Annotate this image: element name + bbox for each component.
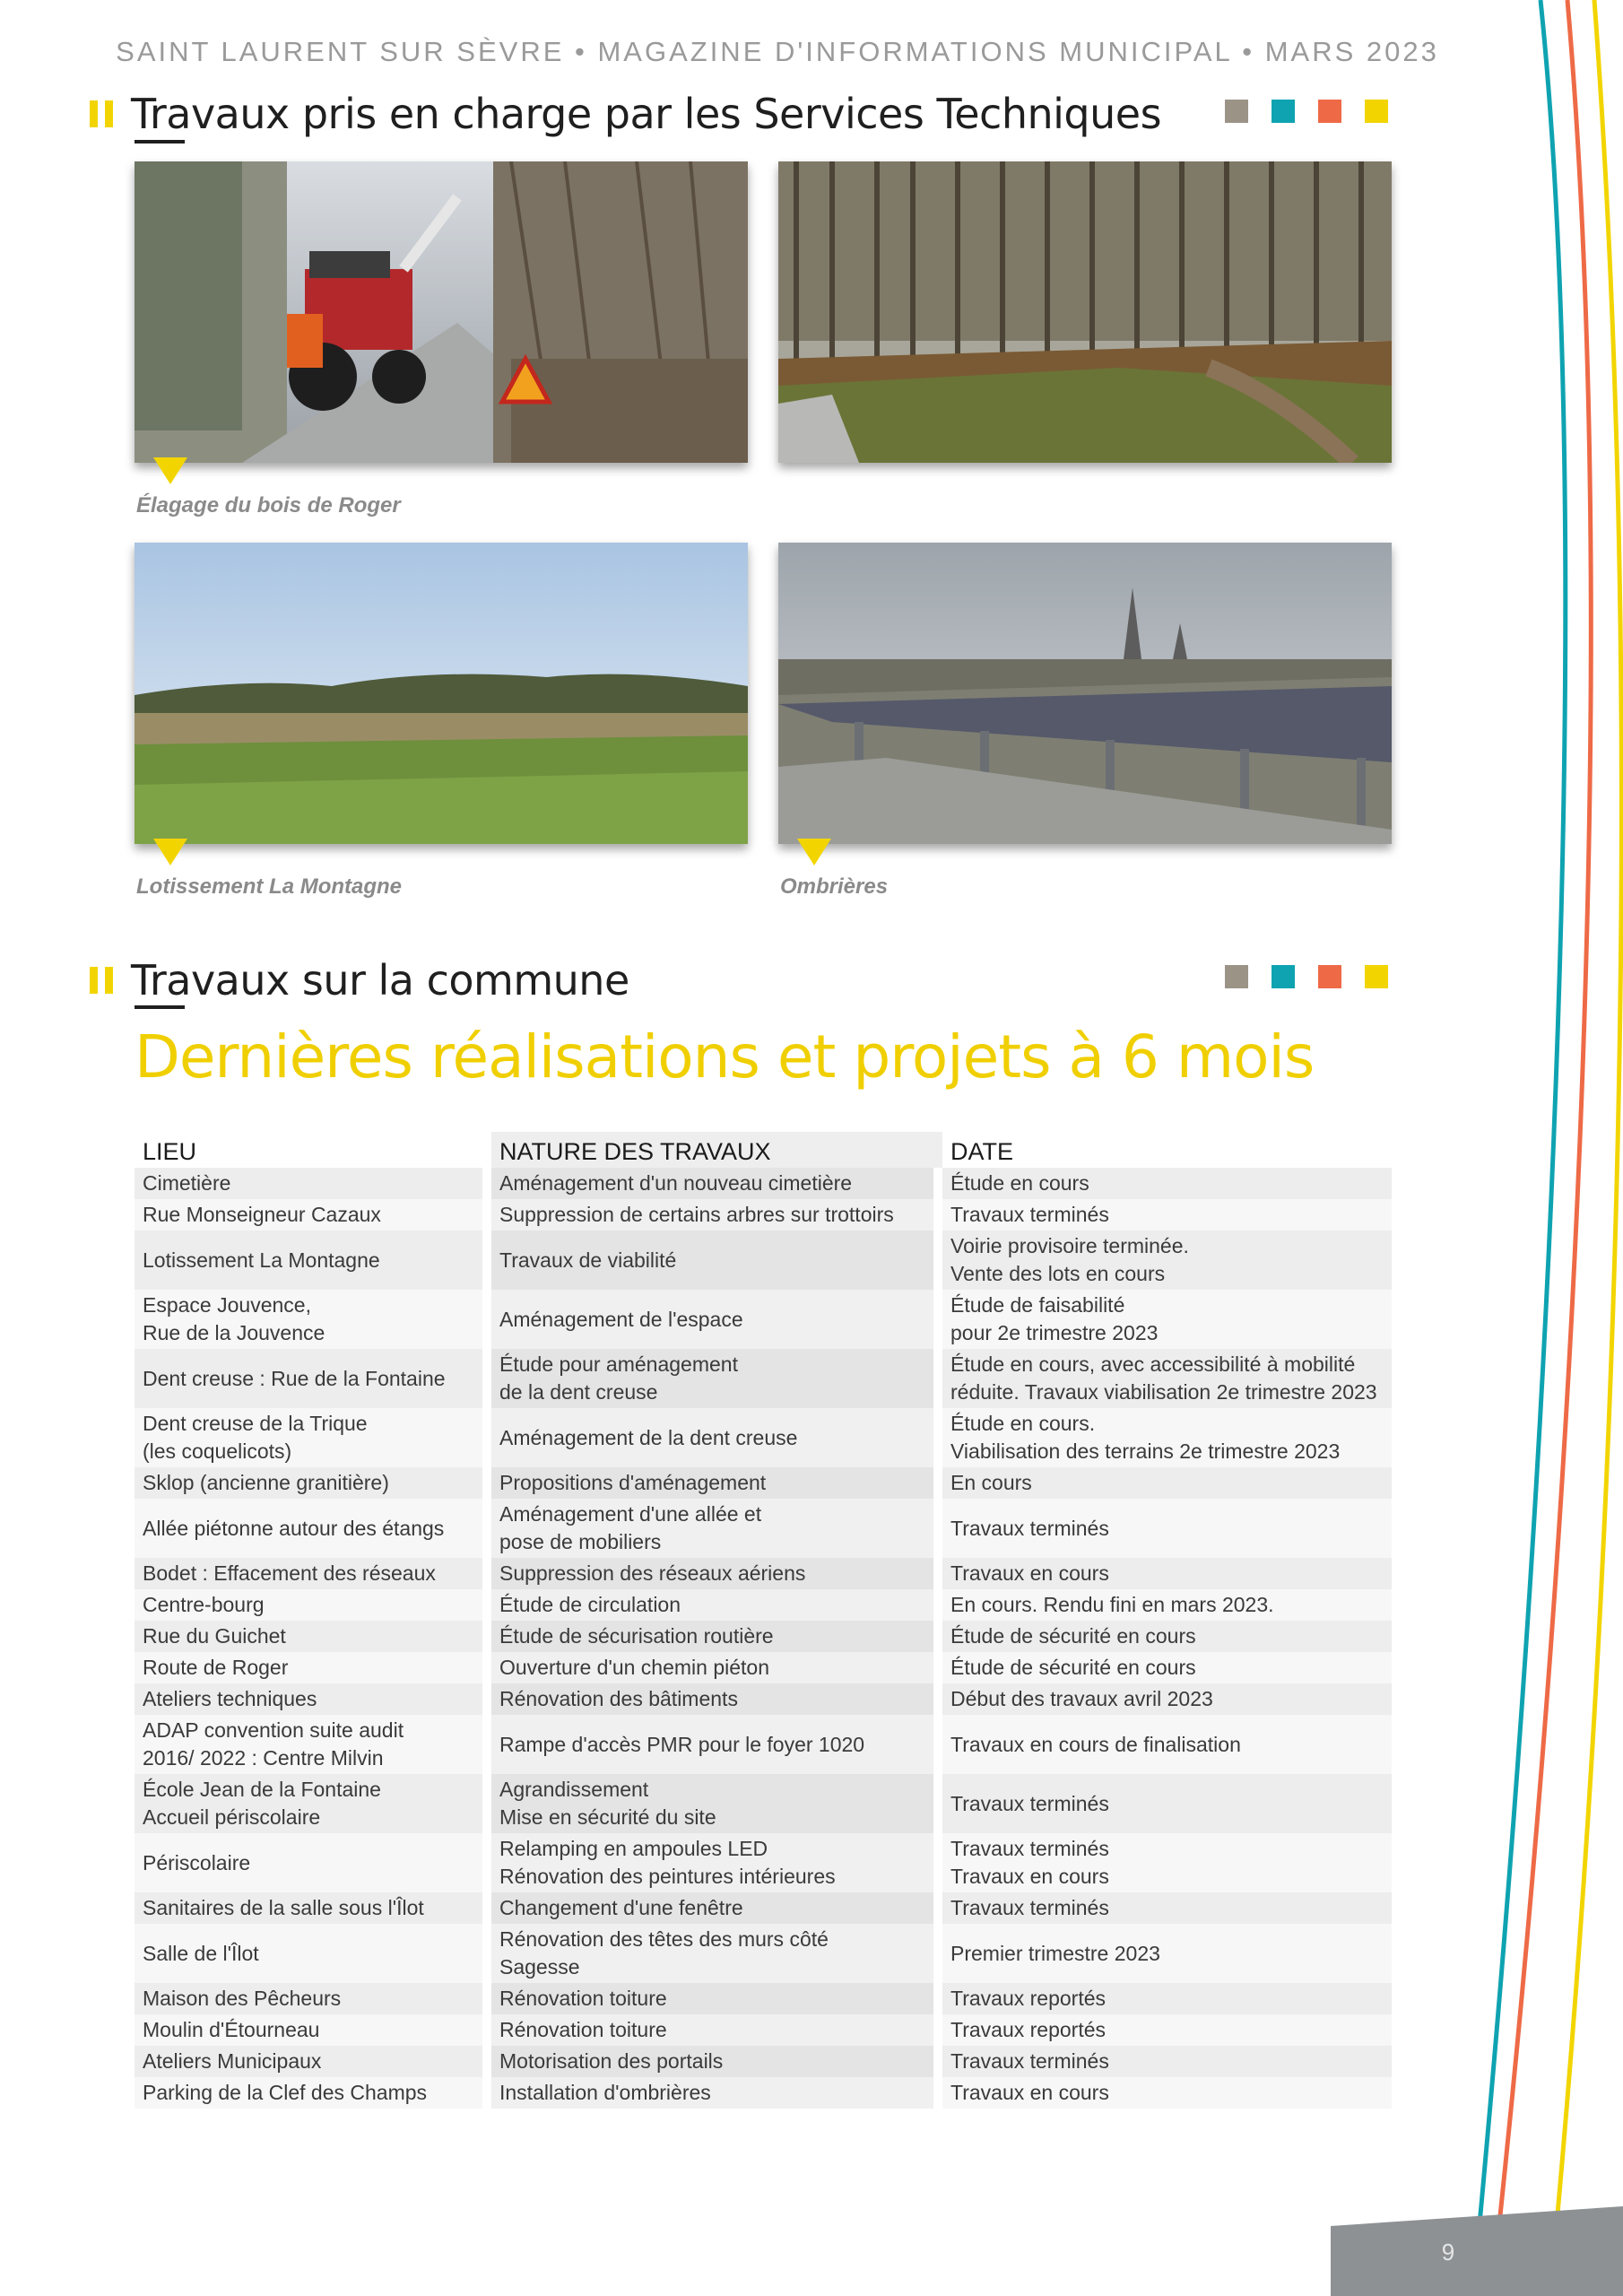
cell-line: Rénovation des têtes des murs côté (499, 1927, 829, 1951)
cell-line: Centre-bourg (143, 1593, 265, 1616)
cell-line: Parking de la Clef des Champs (143, 2081, 428, 2104)
cell-lieu (135, 1683, 491, 1715)
cell-date (942, 1683, 1392, 1715)
cell-date (942, 2014, 1392, 2046)
cell-nature (491, 1499, 942, 1558)
table-row (135, 2014, 1392, 2046)
cell-line: Dent creuse : Rue de la Fontaine (143, 1366, 446, 1390)
cell-line: Étude pour aménagement (499, 1352, 738, 1376)
cell-line: Ouverture d'un chemin piéton (499, 1656, 770, 1679)
cell-lieu (135, 1652, 491, 1683)
cell-line: Travaux en cours de finalisation (950, 1732, 1241, 1756)
cell-lieu (135, 1499, 491, 1558)
cell-date (942, 1558, 1392, 1589)
cell-line: Mise en sécurité du site (499, 1805, 716, 1829)
cell-line: Rénovation toiture (499, 2018, 667, 2041)
cell-line: Ateliers Municipaux (143, 2049, 322, 2073)
cell-nature (491, 1231, 942, 1290)
cell-line: Vente des lots en cours (950, 1262, 1166, 1285)
cell-line: Travaux terminés (950, 2049, 1109, 2073)
square-yellow (1365, 100, 1388, 123)
cell-line: Espace Jouvence, (143, 1293, 311, 1317)
cell-line: Travaux terminés (950, 1791, 1109, 1815)
cell-date (942, 2046, 1392, 2077)
cell-date (942, 1290, 1392, 1349)
cell-line: Sanitaires de la salle sous l'Îlot (143, 1896, 424, 1919)
title-bars-icon (90, 100, 113, 127)
cell-nature (491, 1408, 942, 1467)
section-title-commune (90, 956, 629, 1004)
table-row (135, 1715, 1392, 1774)
cell-lieu (135, 1715, 491, 1774)
cell-line: Étude en cours, avec accessibilité à mobilité (950, 1352, 1356, 1376)
color-squares-2 (1225, 965, 1388, 988)
cell-nature (491, 1589, 942, 1621)
cell-line: Étude de sécurité en cours (950, 1624, 1196, 1648)
cell-line: Accueil périscolaire (143, 1805, 321, 1829)
cell-line: Travaux terminés (950, 1516, 1109, 1540)
cell-date (942, 1924, 1392, 1983)
cell-nature (491, 1290, 942, 1349)
cell-date (942, 1892, 1392, 1924)
cell-nature (491, 2014, 942, 2046)
cell-nature (491, 1652, 942, 1683)
page-number-tab (1331, 2206, 1623, 2296)
cell-lieu (135, 2077, 491, 2109)
cell-line: Étude de circulation (499, 1593, 681, 1616)
cell-nature (491, 1983, 942, 2014)
cell-line: ADAP convention suite audit (143, 1718, 404, 1742)
cell-lieu (135, 1231, 491, 1290)
cell-line: Travaux en cours (950, 1865, 1109, 1888)
cell-line: Périscolaire (143, 1850, 251, 1874)
table-row (135, 1983, 1392, 2014)
cell-nature (491, 1349, 942, 1408)
cell-date (942, 1621, 1392, 1652)
cell-lieu (135, 1589, 491, 1621)
cell-line: Travaux reportés (950, 2018, 1106, 2041)
page-number: 9 (1441, 2239, 1455, 2266)
cell-lieu (135, 1199, 491, 1231)
cell-date (942, 1408, 1392, 1467)
cell-line: Sagesse (499, 1955, 580, 1979)
cell-line: Travaux en cours (950, 2081, 1109, 2104)
cell-date (942, 1774, 1392, 1833)
section-title-services-techniques (90, 90, 1161, 138)
cell-date (942, 2077, 1392, 2109)
cell-date (942, 1467, 1392, 1499)
table-row (135, 1408, 1392, 1467)
cell-nature (491, 1683, 942, 1715)
caption-elagage: Élagage du bois de Roger (136, 493, 401, 517)
cell-line: Route de Roger (143, 1656, 289, 1679)
caption-marker-icon (153, 839, 187, 865)
cell-line: Début des travaux avril 2023 (950, 1687, 1213, 1710)
cell-date (942, 1983, 1392, 2014)
cell-line: Dent creuse de la Trique (143, 1412, 368, 1435)
table-row (135, 1168, 1392, 1199)
cell-nature (491, 1621, 942, 1652)
cell-line: Installation d'ombrières (499, 2081, 711, 2104)
cell-line: Rénovation des peintures intérieures (499, 1865, 836, 1888)
cell-line: Aménagement d'un nouveau cimetière (499, 1171, 853, 1195)
cell-line: Lotissement La Montagne (143, 1248, 380, 1272)
cell-lieu (135, 1168, 491, 1199)
magazine-header: SAINT LAURENT SUR SÈVRE • MAGAZINE D'INFORMATIONS MUNICIPAL • MARS 2023 (116, 36, 1439, 67)
cell-nature (491, 1715, 942, 1774)
cell-line: Travaux en cours (950, 1561, 1109, 1585)
cell-line: Ateliers techniques (143, 1687, 317, 1710)
cell-date (942, 1499, 1392, 1558)
table-row (135, 1892, 1392, 1924)
table-header-row (135, 1132, 1392, 1168)
cell-line: pour 2e trimestre 2023 (950, 1321, 1159, 1344)
table-row (135, 1774, 1392, 1833)
cell-line: Maison des Pêcheurs (143, 1987, 342, 2010)
table-row (135, 1231, 1392, 1290)
title-underline (135, 140, 185, 144)
table-row (135, 2046, 1392, 2077)
table-row (135, 1621, 1392, 1652)
photo-elagage (135, 161, 748, 463)
cell-line: Premier trimestre 2023 (950, 1941, 1160, 1965)
photo-field (135, 543, 748, 844)
square-teal (1271, 100, 1295, 123)
caption-marker-icon (153, 457, 187, 484)
cell-line: Allée piétonne autour des étangs (143, 1516, 445, 1540)
cell-lieu (135, 1621, 491, 1652)
cell-line: Rue Monseigneur Cazaux (143, 1203, 381, 1226)
cell-line: Étude de faisabilité (950, 1293, 1125, 1317)
cell-line: Voirie provisoire terminée. (950, 1234, 1189, 1257)
cell-line: Travaux terminés (950, 1837, 1109, 1860)
table-row (135, 1833, 1392, 1892)
square-teal (1271, 965, 1295, 988)
cell-nature (491, 2046, 942, 2077)
cell-line: En cours (950, 1471, 1032, 1494)
cell-lieu (135, 1892, 491, 1924)
square-taupe (1225, 965, 1248, 988)
caption-lotissement: Lotissement La Montagne (136, 874, 403, 899)
cell-line: Aménagement de l'espace (499, 1307, 743, 1331)
cell-nature (491, 1168, 942, 1199)
cell-lieu (135, 1774, 491, 1833)
cell-line: Changement d'une fenêtre (499, 1896, 743, 1919)
cell-lieu (135, 1833, 491, 1892)
square-yellow (1365, 965, 1388, 988)
cell-line: Aménagement de la dent creuse (499, 1425, 798, 1449)
cell-line: Aménagement d'une allée et (499, 1502, 762, 1526)
cell-lieu (135, 1349, 491, 1408)
table-row (135, 1290, 1392, 1349)
table-row (135, 1558, 1392, 1589)
cell-line: Étude de sécurité en cours (950, 1656, 1196, 1679)
cell-line: Travaux reportés (950, 1987, 1106, 2010)
cell-date (942, 1715, 1392, 1774)
square-taupe (1225, 100, 1248, 123)
cell-nature (491, 1558, 942, 1589)
table-row (135, 2077, 1392, 2109)
color-squares-1 (1225, 100, 1388, 123)
table-body (135, 1168, 1392, 2109)
cell-date (942, 1349, 1392, 1408)
cell-line: Viabilisation des terrains 2e trimestre 2023 (950, 1439, 1341, 1463)
cell-line: Rénovation des bâtiments (499, 1687, 738, 1710)
cell-line: Étude en cours (950, 1171, 1089, 1195)
cell-line: 2016/ 2022 : Centre Milvin (143, 1746, 384, 1770)
cell-line: Rue de la Jouvence (143, 1321, 325, 1344)
cell-line: Propositions d'aménagement (499, 1471, 767, 1494)
cell-nature (491, 1774, 942, 1833)
cell-line: Suppression de certains arbres sur trottoirs (499, 1203, 894, 1226)
cell-line: Suppression des réseaux aériens (499, 1561, 806, 1585)
header-nature: NATURE DES TRAVAUX (491, 1132, 942, 1168)
photo-forest (778, 161, 1392, 463)
cell-date (942, 1168, 1392, 1199)
subtitle-realisations: Dernières réalisations et projets à 6 mois (135, 1022, 1315, 1091)
table-row (135, 1349, 1392, 1408)
square-orange (1318, 100, 1341, 123)
cell-lieu (135, 2046, 491, 2077)
table-row (135, 1499, 1392, 1558)
cell-lieu (135, 1467, 491, 1499)
cell-line: En cours. Rendu fini en mars 2023. (950, 1593, 1274, 1616)
cell-date (942, 1199, 1392, 1231)
cell-line: Étude en cours. (950, 1412, 1096, 1435)
cell-lieu (135, 2014, 491, 2046)
cell-line: Bodet : Effacement des réseaux (143, 1561, 436, 1585)
section-title-text: Travaux pris en charge par les Services Techniques (131, 90, 1162, 138)
table-row (135, 1589, 1392, 1621)
cell-nature (491, 1199, 942, 1231)
cell-lieu (135, 1408, 491, 1467)
cell-line: Rampe d'accès PMR pour le foyer 1020 (499, 1732, 865, 1756)
cell-nature (491, 1892, 942, 1924)
cell-lieu (135, 1290, 491, 1349)
caption-marker-icon (797, 839, 831, 865)
cell-line: Travaux terminés (950, 1896, 1109, 1919)
table-row (135, 1199, 1392, 1231)
table-row (135, 1683, 1392, 1715)
square-orange (1318, 965, 1341, 988)
cell-lieu (135, 1558, 491, 1589)
cell-line: Moulin d'Étourneau (143, 2018, 320, 2041)
table-row (135, 1467, 1392, 1499)
cell-date (942, 1231, 1392, 1290)
cell-lieu (135, 1924, 491, 1983)
cell-date (942, 1652, 1392, 1683)
cell-line: Rénovation toiture (499, 1987, 667, 2010)
cell-line: Relamping en ampoules LED (499, 1837, 768, 1860)
cell-line: pose de mobiliers (499, 1530, 662, 1553)
cell-line: Motorisation des portails (499, 2049, 724, 2073)
caption-ombrieres: Ombrières (780, 874, 889, 899)
section-title-text: Travaux sur la commune (131, 956, 629, 1004)
works-table (135, 1132, 1392, 2109)
cell-date (942, 1589, 1392, 1621)
cell-nature (491, 1833, 942, 1892)
title-bars-icon (90, 967, 113, 994)
cell-line: Étude de sécurisation routière (499, 1624, 774, 1648)
cell-line: Salle de l'Îlot (143, 1941, 259, 1965)
cell-line: de la dent creuse (499, 1380, 658, 1404)
header-lieu: LIEU (135, 1132, 491, 1168)
table-row (135, 1924, 1392, 1983)
table-row (135, 1652, 1392, 1683)
cell-line: Travaux terminés (950, 1203, 1109, 1226)
cell-line: (les coquelicots) (143, 1439, 292, 1463)
cell-line: Sklop (ancienne granitière) (143, 1471, 389, 1494)
header-date: DATE (942, 1132, 1392, 1168)
cell-line: Cimetière (143, 1171, 231, 1195)
cell-line: réduite. Travaux viabilisation 2e trimestre 2023 (950, 1380, 1377, 1404)
cell-nature (491, 1924, 942, 1983)
photo-solar-canopy (778, 543, 1392, 844)
cell-nature (491, 2077, 942, 2109)
title-underline (135, 1005, 185, 1009)
cell-line: Rue du Guichet (143, 1624, 286, 1648)
cell-date (942, 1833, 1392, 1892)
cell-line: Travaux de viabilité (499, 1248, 677, 1272)
cell-line: École Jean de la Fontaine (143, 1778, 381, 1801)
cell-line: Agrandissement (499, 1778, 649, 1801)
cell-lieu (135, 1983, 491, 2014)
cell-nature (491, 1467, 942, 1499)
